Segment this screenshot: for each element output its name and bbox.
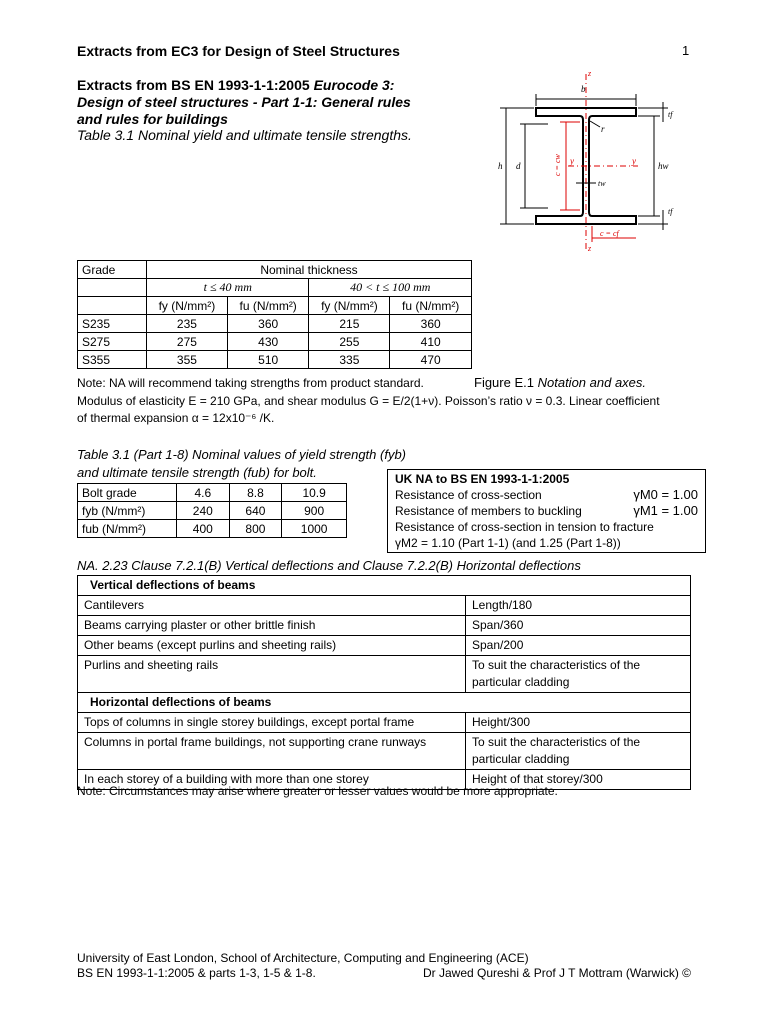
label-cw: c = cw bbox=[553, 154, 562, 176]
table-row: fyb (N/mm²) 240 640 900 bbox=[78, 502, 347, 520]
label-hw: hw bbox=[658, 161, 669, 171]
range1-header: t ≤ 40 mm bbox=[147, 279, 309, 297]
footer bbox=[77, 951, 691, 981]
label-y-left: y bbox=[570, 156, 574, 166]
fy-header: fy (N/mm²) bbox=[309, 297, 390, 315]
document-title bbox=[77, 77, 477, 128]
deflection-note: Note: Circumstances may arise where greater or lesser values would be more appropriate. bbox=[77, 784, 558, 798]
table-row: Beams carrying plaster or other brittle finish Span/360 bbox=[78, 616, 691, 636]
na-box-title: UK NA to BS EN 1993-1-1:2005 bbox=[395, 472, 570, 486]
table-row: Bolt grade 4.6 8.8 10.9 bbox=[78, 484, 347, 502]
fu-header: fu (N/mm²) bbox=[390, 297, 472, 315]
title-bold: Extracts from BS EN 1993-1-1:2005 bbox=[77, 77, 310, 93]
header-title: Extracts from EC3 for Design of Steel Structures bbox=[77, 43, 400, 59]
label-z-bottom: z bbox=[588, 244, 592, 253]
table-row: fub (N/mm²) 400 800 1000 bbox=[78, 520, 347, 538]
label-tf-bottom: tf bbox=[668, 207, 673, 216]
label-h: h bbox=[498, 161, 503, 171]
modulus-line1: Modulus of elasticity E = 210 GPa, and shear modulus G = E/2(1+ν). Poisson’s ratio ν = 0.3. Linear coefficient bbox=[77, 394, 660, 408]
label-r: r bbox=[601, 124, 605, 134]
label-z-top: z bbox=[588, 69, 592, 78]
i-section-figure bbox=[488, 66, 688, 256]
label-cf: c = cf bbox=[600, 229, 619, 238]
label-d: d bbox=[516, 161, 521, 171]
uk-na-box: UK NA to BS EN 1993-1-1:2005 Resistance of cross-section γM0 = 1.00 Resistance of members to buckling γM1 = 1.00 Resistance of cross-section in tension to fracture γM2 = 1.10 (Part 1-1) (and 1.25 (Part 1-8)) bbox=[387, 469, 706, 553]
table-row: Other beams (except purlins and sheeting rails) Span/200 bbox=[78, 636, 691, 656]
horizontal-title: Horizontal deflections of beams bbox=[78, 693, 691, 713]
table31 bbox=[77, 260, 472, 369]
table-row: Purlins and sheeting rails To suit the characteristics of the particular cladding bbox=[78, 656, 691, 693]
footer-left: BS EN 1993-1-1:2005 & parts 1-3, 1-5 & 1-8. bbox=[77, 966, 316, 980]
table-row: S235 235 360 215 360 bbox=[78, 315, 472, 333]
range2-header: 40 < t ≤ 100 mm bbox=[309, 279, 472, 297]
table31-caption: Table 3.1 Nominal yield and ultimate tensile strengths. bbox=[77, 127, 412, 143]
page-number: 1 bbox=[682, 43, 690, 58]
vertical-title: Vertical deflections of beams bbox=[78, 576, 691, 596]
label-y-right: y bbox=[632, 156, 636, 166]
deflection-caption: NA. 2.23 Clause 7.2.1(B) Vertical deflections and Clause 7.2.2(B) Horizontal deflections bbox=[77, 558, 581, 573]
table-row: In each storey of a building with more than one storey Height of that storey/300 bbox=[78, 770, 691, 790]
fu-header: fu (N/mm²) bbox=[227, 297, 309, 315]
title-line2: Design of steel structures - Part 1-1: General rules bbox=[77, 94, 411, 110]
modulus-line2: of thermal expansion α = 12x10⁻⁶ /K. bbox=[77, 411, 275, 425]
label-tw: tw bbox=[598, 179, 606, 188]
bolt-table bbox=[77, 483, 347, 538]
table-row: S355 355 510 335 470 bbox=[78, 351, 472, 369]
thickness-header: Nominal thickness bbox=[147, 261, 472, 279]
footer-line1: University of East London, School of Architecture, Computing and Engineering (ACE) bbox=[77, 951, 529, 965]
bolt-table-caption: Table 3.1 (Part 1-8) Nominal values of yield strength (fyb) and ultimate tensile strength (fub) for bolt. bbox=[77, 447, 407, 480]
table-row: Columns in portal frame buildings, not supporting crane runways To suit the characteristics of the particular cladding bbox=[78, 733, 691, 770]
modulus-text bbox=[77, 393, 697, 427]
footer-right: Dr Jawed Qureshi & Prof J T Mottram (Warwick) © bbox=[422, 966, 691, 980]
title-italic: Eurocode 3: bbox=[313, 77, 395, 93]
title-line3: and rules for buildings bbox=[77, 111, 228, 127]
table-row: S275 275 430 255 410 bbox=[78, 333, 472, 351]
figure-caption: Figure E.1 Notation and axes. bbox=[474, 375, 647, 390]
fy-header: fy (N/mm²) bbox=[147, 297, 228, 315]
label-tf-top: tf bbox=[668, 110, 673, 119]
grade-header: Grade bbox=[78, 261, 147, 279]
strength-note: Note: NA will recommend taking strengths from product standard. bbox=[77, 376, 424, 390]
table-row: Tops of columns in single storey buildings, except portal frame Height/300 bbox=[78, 713, 691, 733]
table-row: Cantilevers Length/180 bbox=[78, 596, 691, 616]
label-b: b bbox=[581, 84, 586, 94]
deflection-table bbox=[77, 575, 691, 790]
